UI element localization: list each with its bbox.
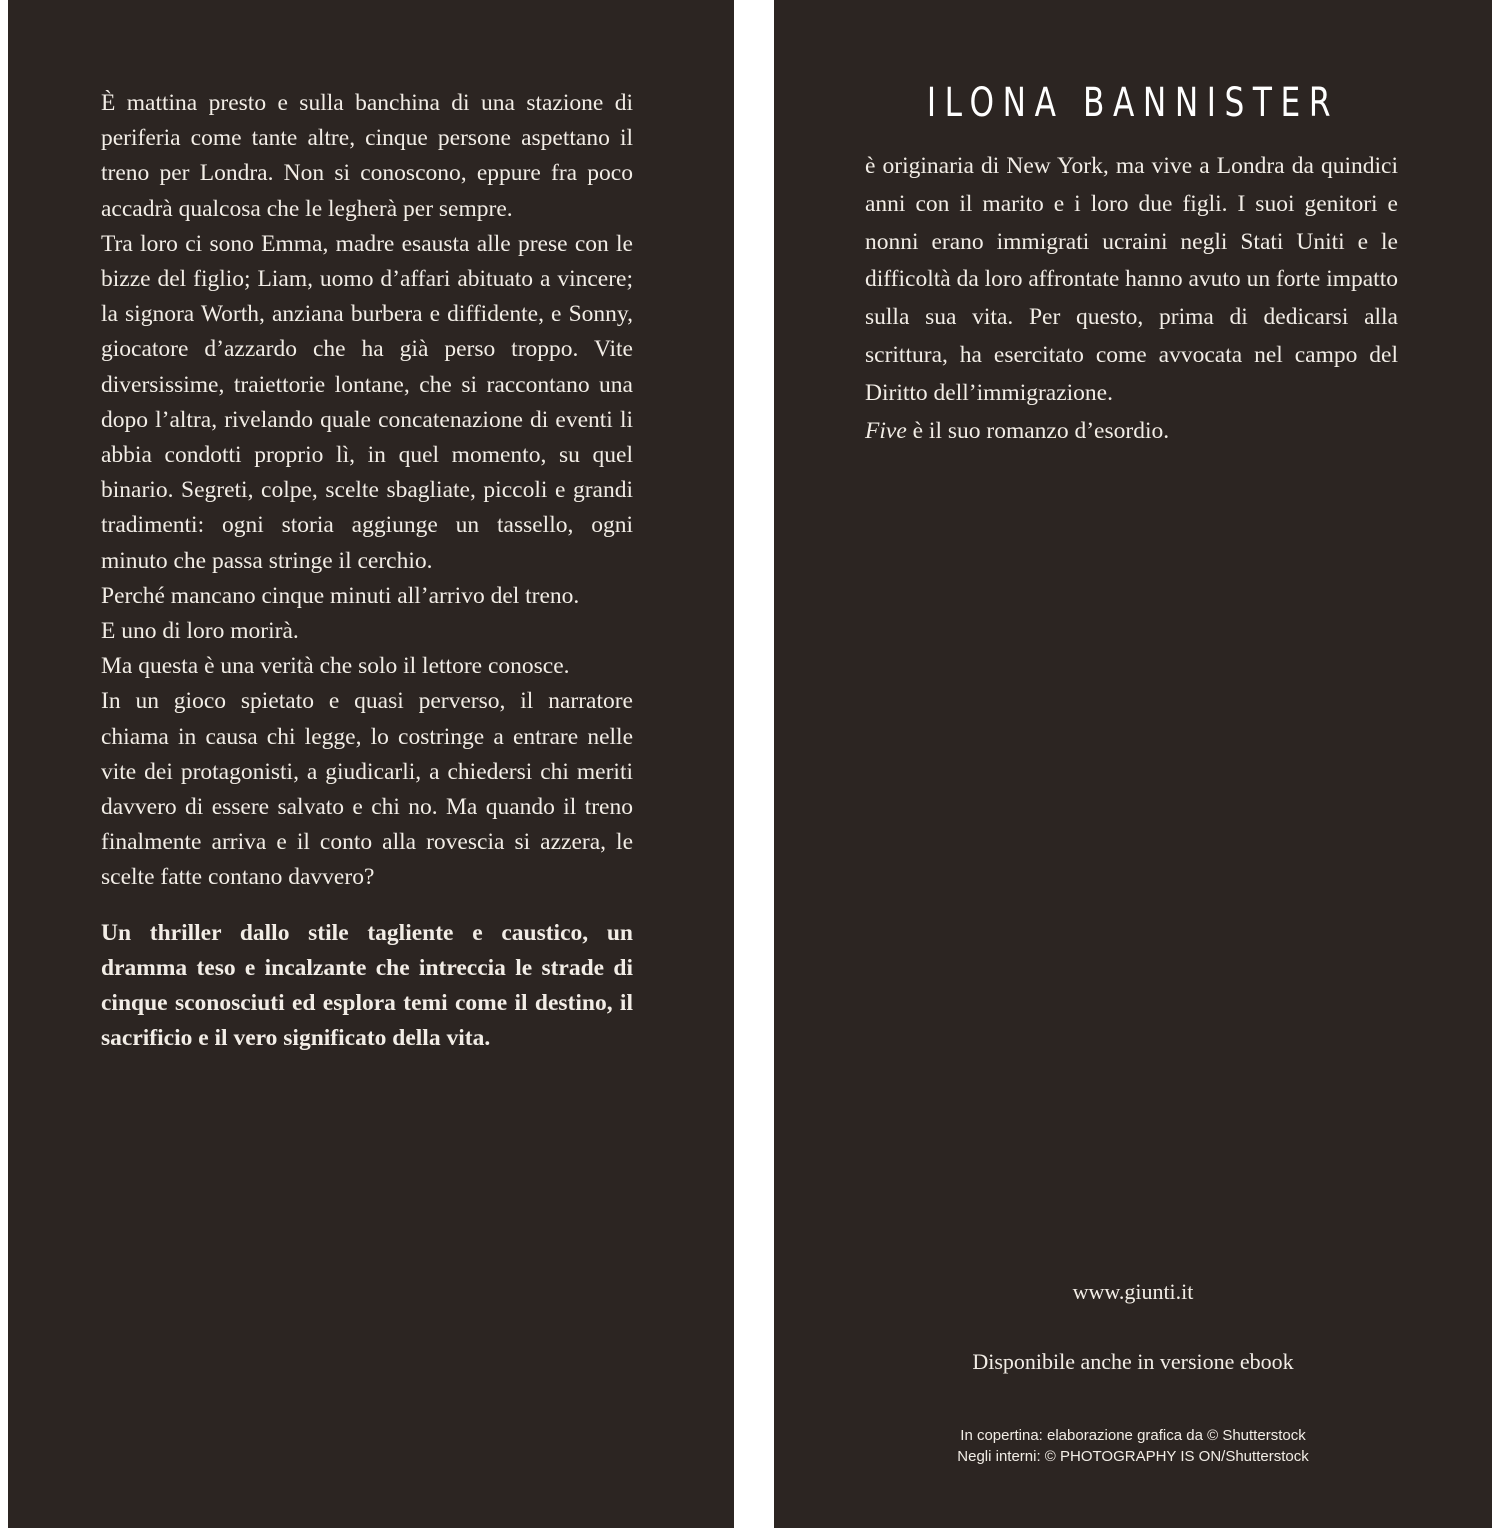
- ebook-note: Disponibile anche in versione ebook: [972, 1349, 1294, 1374]
- back-flap: [774, 0, 1492, 1528]
- debut-line: [865, 413, 1398, 451]
- image-credits: [774, 1425, 1492, 1467]
- synopsis-paragraph: Tra loro ci sono Emma, madre esausta alle prese con le bizze del figlio; Liam, uomo d’affari abituato a vincere; la signora Worth, anziana burbera e diffidente, e Sonny, giocatore d’azzardo che ha già perso troppo. Vite diversissime, traiettorie lontane, che si raccontano una dopo l’altra, rivelando quale concatenazione di eventi li abbia condotti proprio lì, in quel momento, su quel binario. Segreti, colpe, scelte sbagliate, piccoli e grandi tradimenti: ogni storia aggiunge un tassello, ogni minuto che passa stringe il cerchio.: [101, 230, 633, 574]
- author-name: ILONA BANNISTER: [926, 80, 1340, 126]
- synopsis-paragraph: È mattina presto e sulla banchina di una stazione di periferia come tante altre, cinque persone aspettano il treno per Londra. Non si conoscono, eppure fra poco accadrà qualcosa che le legherà per sempre.: [101, 90, 633, 222]
- interior-credit: Negli interni: © PHOTOGRAPHY IS ON/Shutterstock: [957, 1448, 1309, 1465]
- publisher-website: www.giunti.it: [1072, 1279, 1194, 1304]
- front-flap: [8, 0, 734, 1528]
- bio-paragraph: è originaria di New York, ma vive a Londra da quindici anni con il marito e i loro due figli. I suoi genitori e nonni erano immigrati ucraini negli Stati Uniti e le difficoltà da loro affrontate hanno avuto un forte impatto sulla sua vita. Per questo, prima di dedicarsi alla scrittura, ha esercitato come avvocata nel campo del Diritto dell’immigrazione.: [865, 153, 1398, 406]
- synopsis-paragraph: In un gioco spietato e quasi perverso, il narratore chiama in causa chi legge, lo costringe a entrare nelle vite dei protagonisti, a giudicarli, a chiedersi chi meriti davvero di essere salvato e chi no. Ma quando il treno finalmente arriva e il conto alla rovescia si azzera, le scelte fatte contano davvero?: [101, 688, 633, 891]
- synopsis-paragraph: Ma questa è una verità che solo il lettore conosce.: [101, 653, 570, 680]
- book-title: Five: [865, 417, 907, 444]
- synopsis-paragraph: Perché mancano cinque minuti all’arrivo del treno.: [101, 582, 580, 609]
- author-bio: [865, 148, 1398, 450]
- synopsis-paragraph: E uno di loro morirà.: [101, 618, 299, 645]
- synopsis: [101, 86, 633, 1056]
- tagline: Un thriller dallo stile tagliente e caustico, un dramma teso e incalzante che intreccia le strade di cinque sconosciuti ed esplora temi come il destino, il sacrificio e il vero significato della vita.: [101, 919, 633, 1052]
- cover-credit: In copertina: elaborazione grafica da © Shutterstock: [960, 1427, 1306, 1444]
- debut-text: è il suo romanzo d’esordio.: [906, 417, 1170, 444]
